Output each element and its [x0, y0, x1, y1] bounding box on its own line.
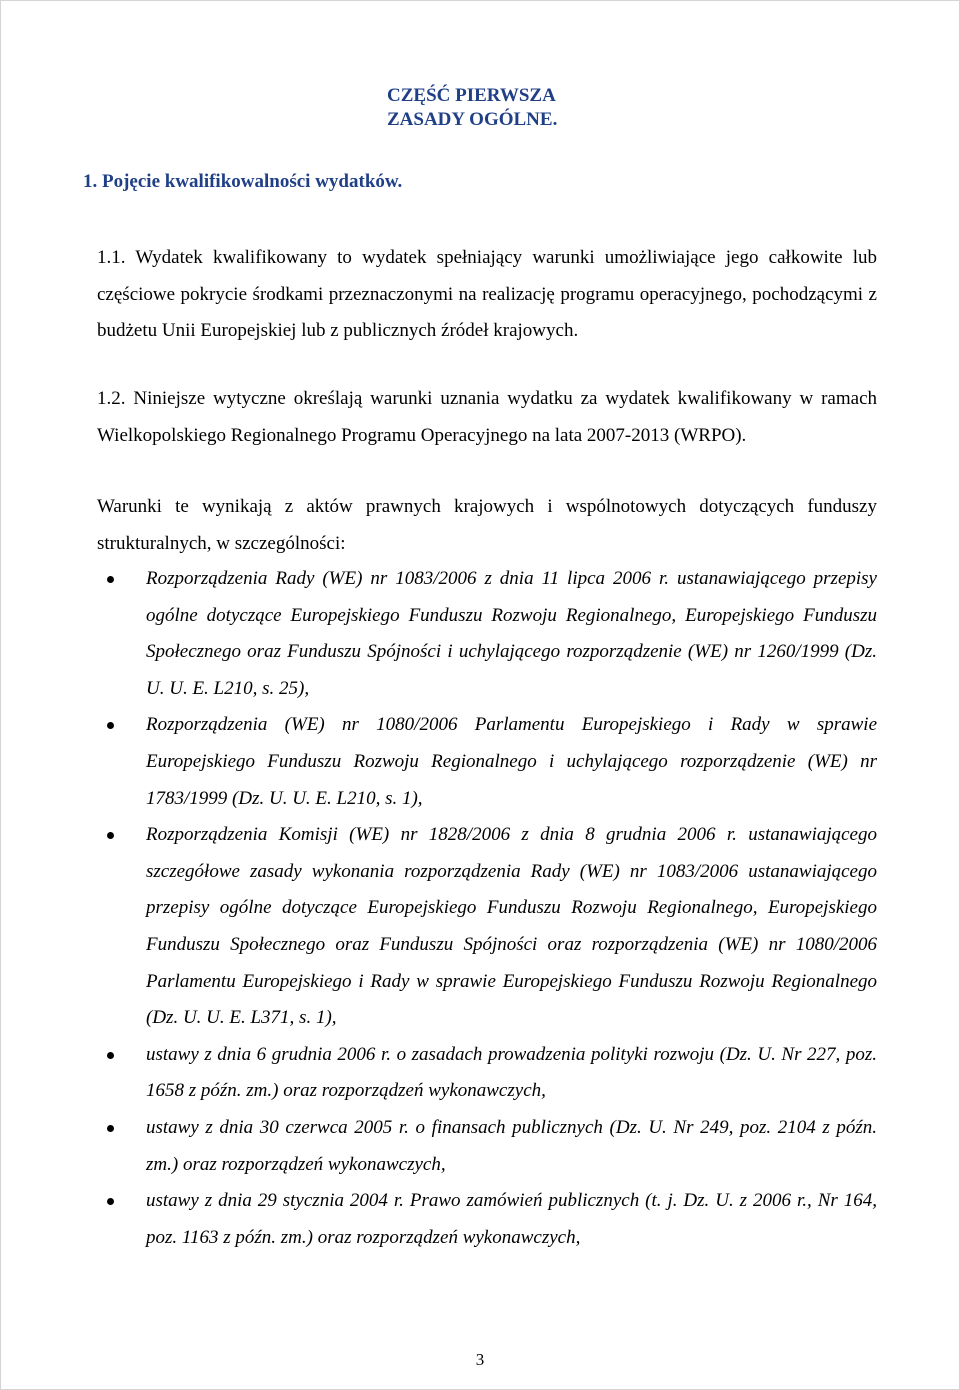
list-item: [97, 561, 877, 707]
legal-act-text: Rozporządzenia Rady (WE) nr 1083/2006 z dnia 11 lipca 2006 r. ustanawiającego przepisy ogólne dotyczące Europejskiego Funduszu Rozwoju Regionalnego, Europejskiego Funduszu Społecznego oraz Funduszu Spójności i uchylającego rozporządzenie (WE) nr 1260/1999 (Dz. U. U. E. L210, s. 25),: [146, 568, 877, 699]
bullet-icon: [107, 1198, 114, 1205]
bullet-icon: [107, 1125, 114, 1132]
list-item: [97, 1037, 877, 1110]
paragraph-conditions: Warunki te wynikają z aktów prawnych krajowych i wspólnotowych dotyczących funduszy strukturalnych, w szczególności:: [97, 496, 877, 554]
bullet-icon: [107, 722, 114, 729]
paragraph-1-1: 1.1. Wydatek kwalifikowany to wydatek spełniający warunki umożliwiające jego całkowite lub częściowe pokrycie środkami przeznaczonymi na realizację programu operacyjnego, pochodzącymi z budżetu Unii Europejskiej lub z publicznych źródeł krajowych.: [97, 247, 877, 342]
part-title: CZĘŚĆ PIERWSZA: [387, 85, 556, 106]
section-heading: 1. Pojęcie kwalifikowalności wydatków.: [83, 171, 403, 192]
page-number: 3: [475, 1350, 485, 1369]
legal-act-text: ustawy z dnia 29 stycznia 2004 r. Prawo zamówień publicznych (t. j. Dz. U. z 2006 r., Nr 164, poz. 1163 z późn. zm.) oraz rozporządzeń wykonawczych,: [146, 1190, 877, 1248]
bullet-icon: [107, 1052, 114, 1059]
paragraph-1-2: 1.2. Niniejsze wytyczne określają warunki uznania wydatku za wydatek kwalifikowany w ramach Wielkopolskiego Regionalnego Programu Operacyjnego na lata 2007-2013 (WRPO).: [97, 388, 877, 446]
list-item: [97, 707, 877, 817]
part-subtitle: ZASADY OGÓLNE.: [387, 109, 558, 130]
bullet-icon: [107, 576, 114, 583]
list-item: [97, 1110, 877, 1183]
legal-act-text: ustawy z dnia 30 czerwca 2005 r. o finansach publicznych (Dz. U. Nr 249, poz. 2104 z późn. zm.) oraz rozporządzeń wykonawczych,: [146, 1116, 877, 1175]
bullet-icon: [107, 832, 114, 839]
list-item: [97, 1183, 877, 1256]
legal-act-text: Rozporządzenia (WE) nr 1080/2006 Parlamentu Europejskiego i Rady w sprawie Europejskiego Funduszu Rozwoju Regionalnego i uchylającego rozporządzenie (WE) nr 1783/1999 (Dz. U. U. E. L210, s. 1),: [146, 714, 877, 809]
legal-act-text: ustawy z dnia 6 grudnia 2006 r. o zasadach prowadzenia polityki rozwoju (Dz. U. Nr 227, poz. 1658 z późn. zm.) oraz rozporządzeń wykonawczych,: [146, 1043, 877, 1102]
part-heading: [387, 84, 557, 132]
list-item: [97, 817, 877, 1037]
legal-act-text: Rozporządzenia Komisji (WE) nr 1828/2006 z dnia 8 grudnia 2006 r. ustanawiającego szczegółowe zasady wykonania rozporządzenia Rady (WE) nr 1083/2006 ustanawiającego przepisy ogólne dotyczące Europejskiego Funduszu Rozwoju Regionalnego, Europejskiego Funduszu Społecznego oraz Funduszu Spójności oraz rozporządzenia (WE) nr 1080/2006 Parlamentu Europejskiego i Rady w sprawie Europejskiego Funduszu Rozwoju Regionalnego (Dz. U. U. E. L371, s. 1),: [146, 824, 877, 1029]
legal-acts-list: [97, 561, 877, 1256]
